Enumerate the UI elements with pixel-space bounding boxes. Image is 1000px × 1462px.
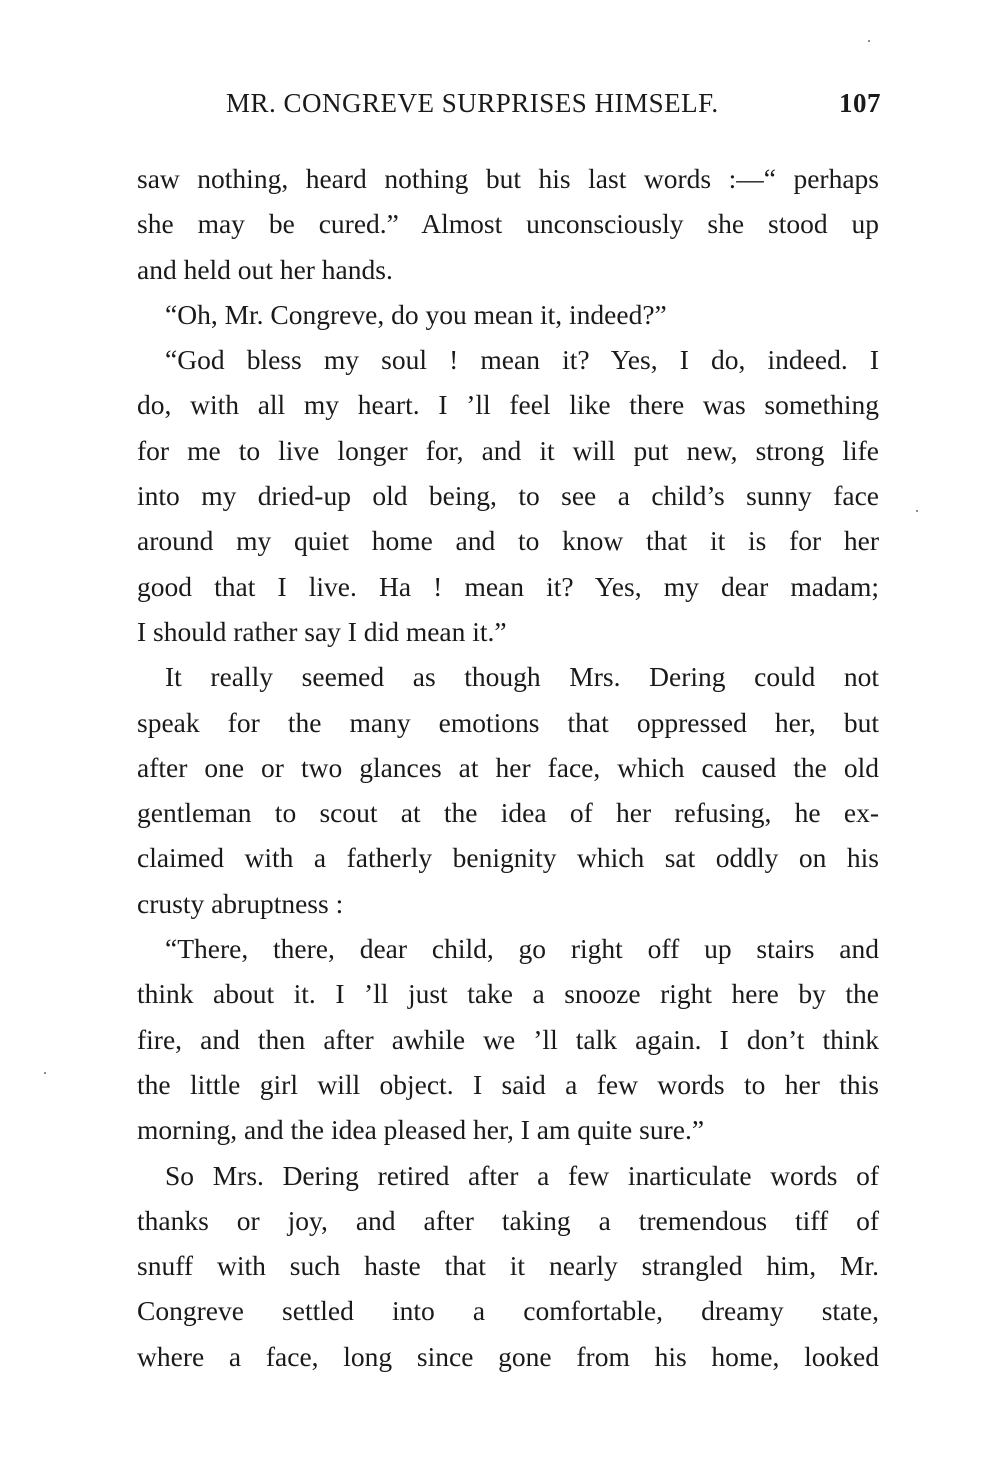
text-line: crusty abruptness : xyxy=(137,887,344,919)
page-number: 107 xyxy=(839,88,881,118)
paragraph xyxy=(137,926,879,1152)
text-line: she may be cured.” Almost unconsciously she stood up xyxy=(137,208,879,240)
running-title: MR. CONGREVE SURPRISES HIMSELF. xyxy=(226,88,719,118)
text-line: Congreve settled into a comfortable, dreamy state, xyxy=(137,1295,879,1327)
text-line: So Mrs. Dering retired after a few inarticulate words of xyxy=(165,1159,879,1191)
text-line: It really seemed as though Mrs. Dering could not xyxy=(165,661,879,693)
text-line: around my quiet home and to know that it is for her xyxy=(137,525,879,557)
text-line: the little girl will object. I said a few words to her this xyxy=(137,1068,879,1100)
text-line: claimed with a fatherly benignity which sat oddly on his xyxy=(137,842,879,874)
text-line: morning, and the idea pleased her, I am quite sure.” xyxy=(137,1114,705,1146)
body-text xyxy=(137,156,879,1379)
scan-speck xyxy=(868,40,870,42)
text-line: after one or two glances at her face, which caused the old xyxy=(137,751,879,783)
text-line: “Oh, Mr. Congreve, do you mean it, indeed?” xyxy=(165,298,667,330)
text-line: for me to live longer for, and it will put new, strong life xyxy=(137,434,879,466)
scan-speck xyxy=(44,1072,46,1074)
text-line: and held out her hands. xyxy=(137,253,393,285)
text-line: speak for the many emotions that oppressed her, but xyxy=(137,706,879,738)
text-line: where a face, long since gone from his home, looked xyxy=(137,1340,879,1372)
paragraph xyxy=(137,1153,879,1379)
paragraph xyxy=(137,654,879,926)
scan-speck xyxy=(916,510,918,512)
page-header xyxy=(226,88,881,128)
text-line: “God bless my soul ! mean it? Yes, I do, indeed. I xyxy=(165,344,879,376)
text-line: into my dried-up old being, to see a child’s sunny face xyxy=(137,480,879,512)
text-line: do, with all my heart. I ’ll feel like there was something xyxy=(137,389,879,421)
text-line: gentleman to scout at the idea of her refusing, he ex- xyxy=(137,797,879,829)
text-line: thanks or joy, and after taking a tremendous tiff of xyxy=(137,1204,879,1236)
text-line: good that I live. Ha ! mean it? Yes, my dear madam; xyxy=(137,570,879,602)
paragraph xyxy=(137,337,879,654)
paragraph xyxy=(137,156,879,292)
text-line: “There, there, dear child, go right off up stairs and xyxy=(165,933,879,965)
paragraph xyxy=(137,292,879,337)
text-line: snuff with such haste that it nearly strangled him, Mr. xyxy=(137,1250,879,1282)
text-line: fire, and then after awhile we ’ll talk again. I don’t think xyxy=(137,1023,879,1055)
text-line: think about it. I ’ll just take a snooze right here by the xyxy=(137,978,879,1010)
text-line: saw nothing, heard nothing but his last words :—“ perhaps xyxy=(137,163,879,194)
text-line: I should rather say I did mean it.” xyxy=(137,615,507,647)
